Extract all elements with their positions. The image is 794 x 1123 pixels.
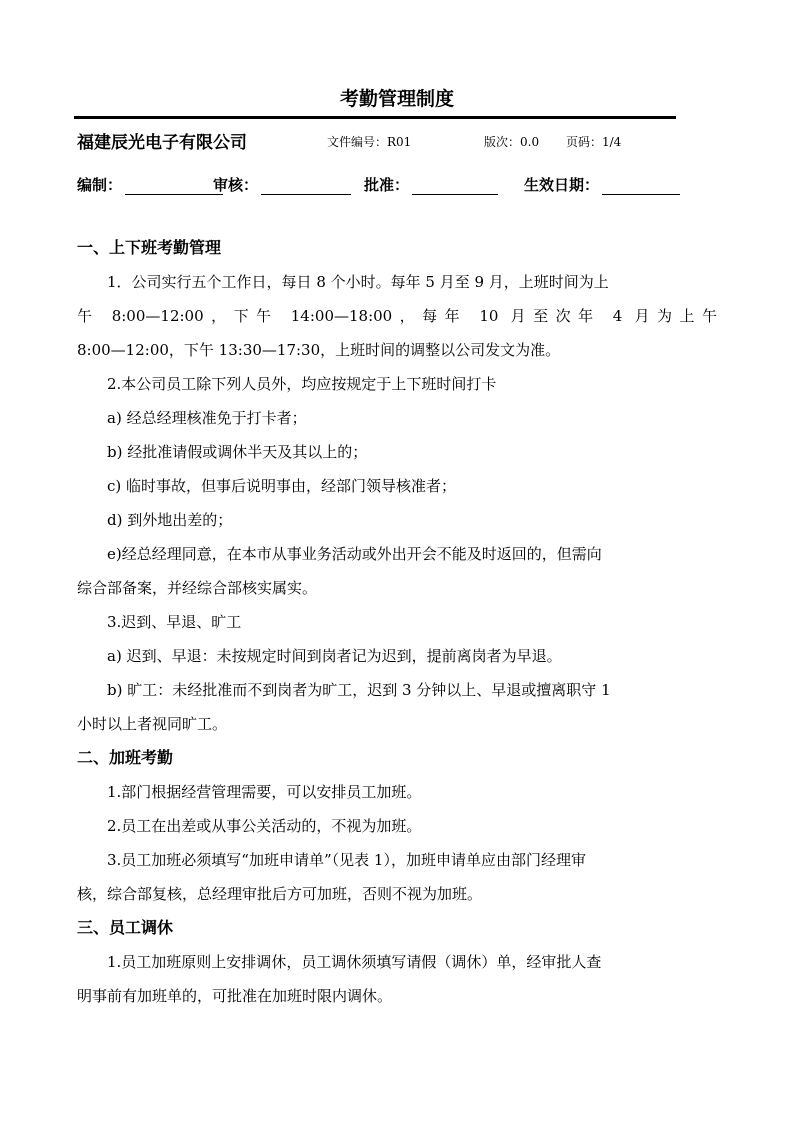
list-item: e)经总经理同意，在本市从事业务活动或外出开会不能及时返回的，但需向 bbox=[107, 545, 602, 563]
review-blank[interactable] bbox=[261, 178, 351, 195]
list-item: a) 迟到、早退：未按规定时间到岗者记为迟到，提前离岗者为早退。 bbox=[107, 647, 562, 665]
paragraph: 1．公司实行五个工作日，每日 8 个小时。每年 5 月至 9 月，上班时间为上 bbox=[107, 273, 609, 291]
file-number: 文件编号：R01 bbox=[327, 135, 412, 149]
approve-field bbox=[364, 174, 498, 195]
review-field bbox=[213, 174, 351, 195]
paragraph: 2.员工在出差或从事公关活动的，不视为加班。 bbox=[107, 817, 422, 835]
list-item: b) 经批准请假或调休半天及其以上的； bbox=[107, 443, 368, 461]
paragraph: 午 8:00—12:00，下午 14:00—18:00，每年 10 月至次年 4 月为上午 bbox=[77, 307, 717, 325]
list-item: c) 临时事故，但事后说明事由，经部门领导核准者； bbox=[107, 477, 457, 495]
company-name: 福建辰光电子有限公司 bbox=[77, 133, 247, 153]
paragraph: 明事前有加班单的，可批准在加班时限内调休。 bbox=[77, 987, 393, 1005]
effective-date-blank[interactable] bbox=[602, 178, 680, 195]
paragraph: 3.迟到、早退、旷工 bbox=[107, 613, 242, 631]
document-body bbox=[77, 231, 717, 1013]
paragraph: 小时以上者视同旷工。 bbox=[77, 715, 228, 733]
title-rule bbox=[74, 116, 676, 119]
compile-field bbox=[77, 174, 223, 195]
document-title: 考勤管理制度 bbox=[339, 88, 454, 110]
paragraph: 1.员工加班原则上安排调休，员工调休须填写请假（调休）单，经审批人查 bbox=[107, 953, 602, 971]
effective-date-field bbox=[524, 174, 680, 195]
approve-label: 批准： bbox=[364, 176, 410, 194]
paragraph: 核，综合部复核，总经理审批后方可加班，否则不视为加班。 bbox=[77, 885, 483, 903]
page-number: 页码：1/4 bbox=[566, 135, 622, 149]
paragraph: 综合部备案，并经综合部核实属实。 bbox=[77, 579, 318, 597]
compile-label: 编制： bbox=[77, 176, 123, 194]
review-label: 审核： bbox=[213, 176, 259, 194]
approve-blank[interactable] bbox=[412, 178, 498, 195]
list-item: b) 旷工：未经批准而不到岗者为旷工，迟到 3 分钟以上、早退或擅离职守 1 bbox=[107, 681, 611, 699]
section-heading: 二、加班考勤 bbox=[77, 748, 174, 767]
paragraph: 3.员工加班必须填写“加班申请单”（见表 1），加班申请单应由部门经理审 bbox=[107, 851, 586, 869]
version-number: 版次：0.0 bbox=[484, 135, 540, 149]
section-heading: 一、上下班考勤管理 bbox=[77, 238, 222, 257]
effective-date-label: 生效日期： bbox=[524, 176, 600, 194]
list-item: d) 到外地出差的； bbox=[107, 511, 233, 529]
signoff-row bbox=[77, 174, 697, 196]
section-heading: 三、员工调休 bbox=[77, 918, 174, 937]
paragraph: 2.本公司员工除下列人员外，均应按规定于上下班时间打卡 bbox=[107, 375, 497, 393]
paragraph: 8:00—12:00，下午 13:30—17:30，上班时间的调整以公司发文为准。 bbox=[77, 341, 561, 359]
paragraph: 1.部门根据经营管理需要，可以安排员工加班。 bbox=[107, 783, 422, 801]
list-item: a) 经总经理核准免于打卡者； bbox=[107, 409, 307, 427]
compile-blank[interactable] bbox=[125, 178, 223, 195]
